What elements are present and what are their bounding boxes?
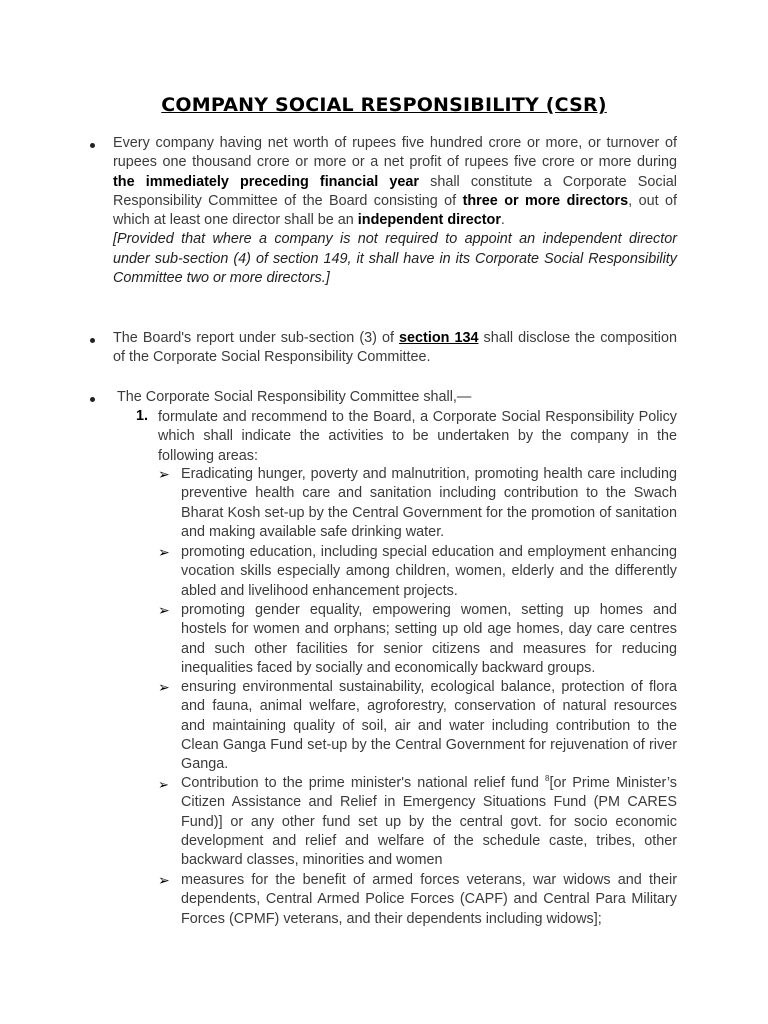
arrow-bullet-icon: ➢ (158, 544, 170, 560)
bold-text: three or more directors (462, 192, 629, 209)
text: The Corporate Social Responsibility Committee shall,— (117, 389, 472, 405)
footnote-marker: 8 (545, 774, 550, 784)
arrow-bullet-icon: ➢ (158, 872, 170, 888)
text: . (500, 212, 505, 229)
paragraph-csr-committee (113, 134, 677, 288)
text: formulate and recommend to the Board, a Corporate Social Responsibility Policy which shall indicate the activities to be undertaken by the company in the following areas: (158, 409, 677, 464)
text: shall constitute a Corporate Social Responsibility Committee of the Board consisting of (113, 173, 677, 209)
text: Every company having net worth of rupees five hundred crore or more, or turnover of rupees one thousand crore or more or a net profit of rupees five crore or more during (113, 135, 677, 171)
item-number: 1. (136, 408, 149, 424)
arrow-bullet-icon: ➢ (158, 466, 170, 482)
bold-text: independent director (357, 212, 501, 229)
proviso-text: [Provided that where a company is not required to appoint an independent director under sub-section (4) of section 149, it shall have in its Corporate Social Responsibility Committee two or more directors.] (113, 231, 677, 287)
text: Eradicating hunger, poverty and malnutrition, promoting health care including preventive health care and sanitation including contribution to the Swach Bharat Kosh set-up by the Central Government for the promotion of sanitation and making available safe drinking water. (181, 466, 677, 540)
area-gender-equality (181, 601, 677, 678)
text: The Board's report under sub-section (3) of (113, 330, 400, 346)
area-hunger-poverty (181, 465, 677, 542)
text: shall disclose the composition of the Corporate Social Responsibility Committee. (113, 330, 677, 366)
bold-text: the immediately preceding financial year (113, 173, 420, 190)
arrow-bullet-icon: ➢ (158, 777, 169, 792)
text: [or Prime Minister’s Citizen Assistance and Relief in Emergency Situations Fund (PM CARES Fund)] or any other fund set up by the central govt. for socio economic development and relief and welfare of the schedule caste, tribes, other backward classes, minorities and women (181, 775, 677, 869)
arrow-bullet-icon: ➢ (158, 679, 170, 695)
paragraph-committee-duties (117, 388, 677, 407)
bullet-dot (90, 143, 95, 148)
arrow-bullet-icon: ➢ (158, 602, 170, 618)
text: promoting gender equality, empowering women, setting up homes and hostels for women and orphans; setting up old age homes, day care centres and such other facilities for senior citizens and measures for reducing inequalities faced by socially and economically backward groups. (181, 602, 677, 676)
text: , out of which at least one director shall be an (113, 192, 677, 229)
section-134-link[interactable]: section 134 (399, 330, 479, 346)
text: ensuring environmental sustainability, ecological balance, protection of flora and fauna, animal welfare, agroforestry, conservation of natural resources and maintaining quality of soil, air and water including contribution to the Clean Ganga Fund set-up by the Central Government for rejuvenation of river Ganga. (181, 679, 677, 773)
area-education (181, 543, 677, 601)
page-title: COMPANY SOCIAL RESPONSIBILITY (CSR) (161, 94, 607, 116)
bullet-dot (90, 397, 95, 402)
area-armed-forces (181, 871, 677, 929)
area-relief-fund (181, 774, 677, 870)
area-environment (181, 678, 677, 774)
item-formulate-policy (158, 408, 677, 466)
text: Contribution to the prime minister's national relief fund (181, 775, 545, 791)
paragraph-board-report (113, 329, 677, 368)
bullet-dot (90, 338, 95, 343)
text: measures for the benefit of armed forces veterans, war widows and their dependents, Central Armed Police Forces (CAPF) and Central Para Military Forces (CPMF) veterans, and their dependents including widows]; (181, 872, 677, 927)
text: promoting education, including special education and employment enhancing vocation skills especially among children, women, elderly and the differently abled and livelihood enhancement projects. (181, 544, 677, 599)
